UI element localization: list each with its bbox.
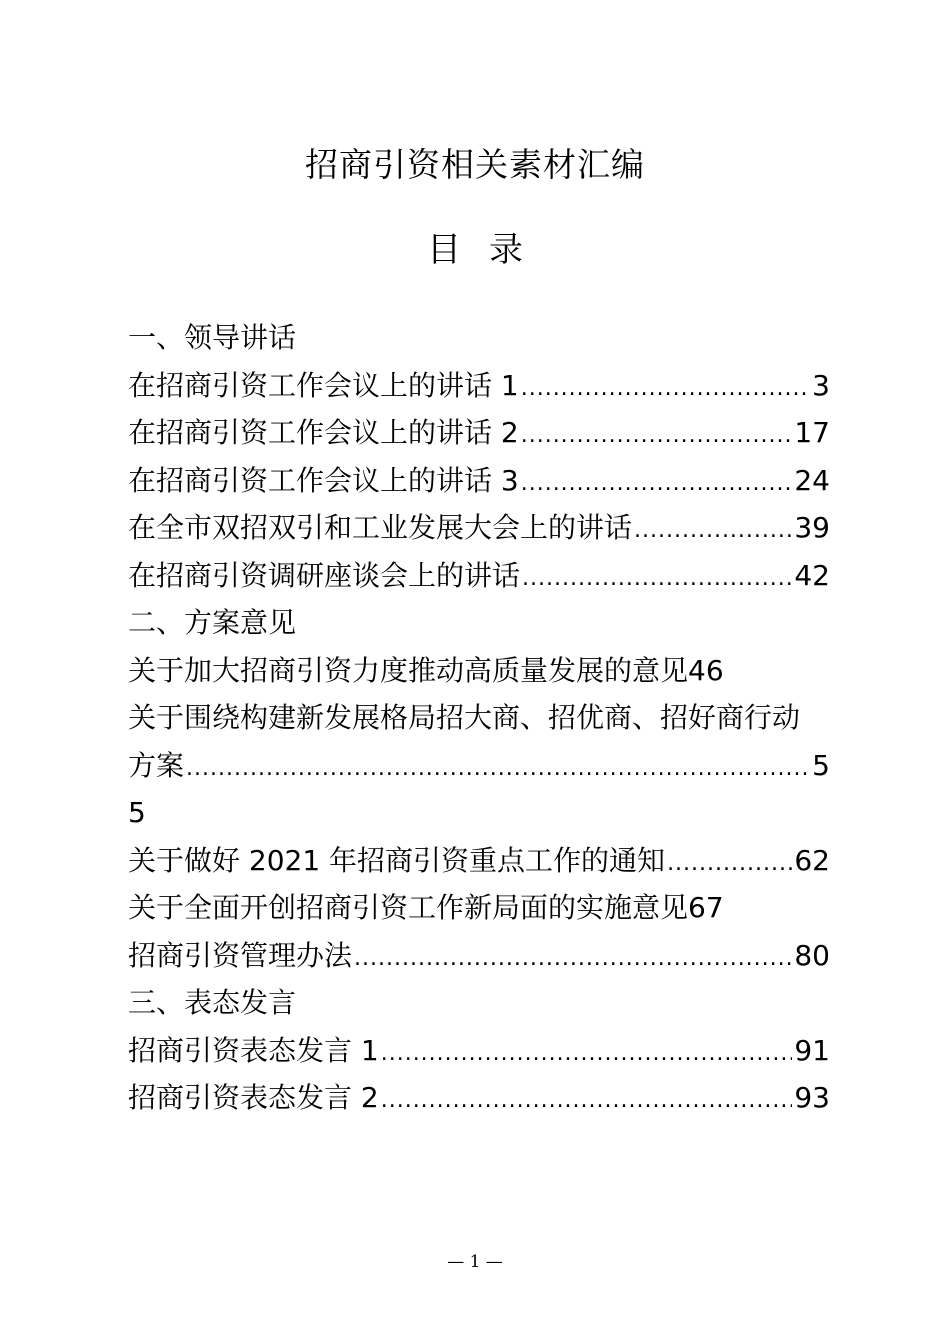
toc-entry[interactable] (128, 742, 830, 790)
section-heading-leader-speeches: 一、领导讲话 (128, 321, 297, 354)
toc-heading: 目录 (427, 230, 551, 270)
dot-leader (354, 935, 792, 980)
toc-entry-page: 80 (794, 938, 830, 972)
toc-entry-page-overflow: 5 (128, 796, 146, 829)
dot-leader (522, 555, 792, 600)
toc-entry-title: 关于全面开创招商引资工作新局面的实施意见 (128, 891, 689, 924)
dot-leader (521, 365, 810, 410)
dot-leader (667, 840, 792, 885)
dot-leader (521, 460, 793, 505)
toc-entry-page: 91 (794, 1033, 830, 1067)
toc-entry-page: 46 (688, 653, 724, 687)
toc-entry-title: 方案 (128, 748, 185, 782)
toc-entry[interactable] (128, 1027, 830, 1075)
toc-entry-title: 在招商引资工作会议上的讲话 1 (128, 368, 519, 402)
toc-entry-title: 在招商引资工作会议上的讲话 3 (128, 463, 519, 497)
dot-leader (186, 745, 810, 790)
toc-entry-page: 62 (794, 843, 830, 877)
toc-entry[interactable] (128, 552, 830, 600)
toc-entry[interactable] (128, 457, 830, 505)
toc-entry-title: 在全市双招双引和工业发展大会上的讲话 (128, 511, 633, 544)
toc-entry-title: 关于加大招商引资力度推动高质量发展的意见 (128, 653, 689, 687)
toc-entry-title-line[interactable]: 关于围绕构建新发展格局招大商、招优商、招好商行动 (128, 701, 801, 734)
toc-entry-title: 在招商引资调研座谈会上的讲话 (128, 558, 521, 592)
toc-entry-title: 招商引资表态发言 2 (128, 1081, 379, 1114)
toc-entry[interactable] (128, 932, 830, 980)
toc-entry-title: 在招商引资工作会议上的讲话 2 (128, 416, 519, 449)
dot-leader (521, 412, 793, 457)
toc-entry[interactable] (128, 647, 830, 695)
dot-leader (381, 1030, 793, 1075)
toc-entry-page: 67 (688, 891, 724, 924)
section-heading-statements: 三、表态发言 (128, 986, 297, 1019)
toc-entry-page: 24 (794, 463, 830, 497)
toc-entry-page: 5 (812, 748, 830, 782)
toc-entry-page: 39 (794, 511, 830, 544)
table-of-contents (128, 314, 830, 1122)
toc-entry-title: 招商引资表态发言 1 (128, 1033, 379, 1067)
toc-entry[interactable] (128, 1074, 830, 1122)
toc-entry-page: 17 (794, 416, 830, 449)
toc-entry-title: 关于做好 2021 年招商引资重点工作的通知 (128, 843, 666, 877)
toc-entry-title: 招商引资管理办法 (128, 938, 353, 972)
toc-entry-page: 3 (812, 368, 830, 402)
section-heading-plans-opinions: 二、方案意见 (128, 606, 297, 639)
toc-entry-page: 42 (794, 558, 830, 592)
toc-entry[interactable] (128, 884, 830, 932)
toc-entry[interactable] (128, 504, 830, 552)
dot-leader (381, 1077, 793, 1122)
dot-leader (634, 507, 792, 552)
document-title: 招商引资相关素材汇编 (305, 145, 645, 184)
toc-entry-page: 93 (794, 1081, 830, 1114)
toc-entry[interactable] (128, 409, 830, 457)
toc-entry[interactable] (128, 837, 830, 885)
toc-entry[interactable] (128, 362, 830, 410)
page-number: — 1 — (447, 1252, 503, 1272)
